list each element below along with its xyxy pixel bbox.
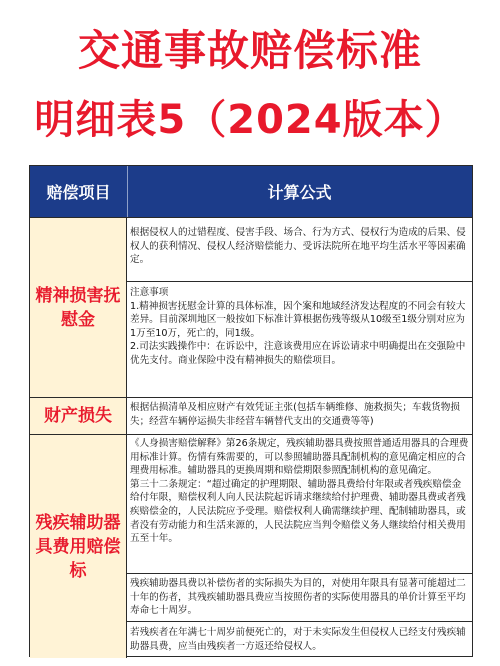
header-compensation-item: 赔偿项目 — [30, 166, 128, 217]
table-cell: 根据估损清单及相应财产有效凭证主张(包括车辆维修、施救损失；车载货物损失；经营车辆停运损失非经营车辆替代支出的交通费等等) — [127, 397, 472, 434]
table-cell: 《人身损害赔偿解释》第26条规定，残疾辅助器具费按照普通适用器具的合理费用标准计算。伤情有殊需要的，可以参照辅助器具配制机构的意见确定相应的合理费用标准。辅助器具的更换周期和赔偿期限参照配制机构的意见确定。 第三十二条规定：“超过确定的护理期限、辅助器具费给付年限或者残疾赔偿金给付年限，赔偿权利人向人民法院起诉请求继续给付护理费、辅助器具费或者残疾赔偿金的，人民法院应予受理。赔偿权利人确需继续护理、配制辅助器具，或者没有劳动能力和生活来源的，人民法院应当判令赔偿义务人继续给付相关费用五至十年。 — [127, 434, 472, 573]
table-header — [30, 166, 472, 217]
category-mental-damage: 精神损害抚慰金 — [30, 217, 127, 397]
compensation-table — [29, 165, 473, 657]
table-cell: 若残疾者在年满七十周岁前便死亡的，对于未实际发生但侵权人已经支付残疾辅助器具费，应当由残疾者一方返还给侵权人。 — [127, 621, 472, 658]
page-title-line2: 明细表5（2024版本） — [34, 97, 466, 143]
category-disability-aids: 残疾辅助器具费用赔偿标 — [30, 434, 127, 658]
category-property-loss: 财产损失 — [30, 397, 127, 434]
table-cell: 根据侵权人的过错程度、侵害手段、场合、行为方式、侵权行为造成的后果、侵权人的获利情况、侵权人经济赔偿能力、受诉法院所在地平均生活水平等因素确定。 — [127, 217, 472, 281]
header-formula: 计算公式 — [267, 183, 332, 202]
table-cell: 注意事项 1.精神损害抚慰金计算的具体标准，因个案和地域经济发达程度的不同会有较大差异。目前深圳地区一般按如下标准计算根据伤残等级从10级至1级分别对应为1万至10万，死亡的，同1级。 2.司法实践操作中：在诉讼中，注意该费用应在诉讼请求中明确提出在交强险中优先支付。商业保险中没有精神损失的赔偿项目。 — [127, 281, 472, 397]
page-title-line1: 交通事故赔偿标准 — [77, 26, 422, 75]
table-cell: 残疾辅助器具费以补偿伤者的实际损失为目的，对使用年限具有显著可能超过二十年的伤者，其残疾辅助器具费应当按照伤者的实际使用器具的单价计算至平均寿命七十周岁。 — [127, 573, 472, 621]
